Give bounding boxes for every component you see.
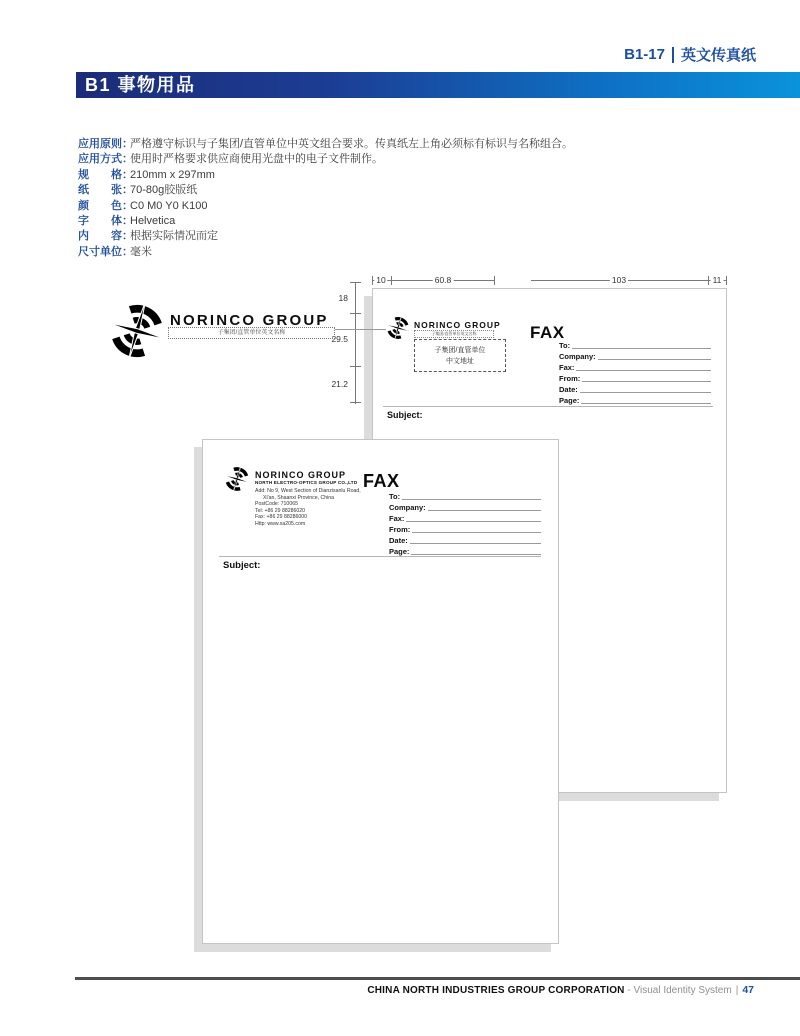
address-line: Http: www.xa205.com bbox=[255, 520, 306, 527]
section-title: B1 事物用品 bbox=[85, 75, 196, 95]
spec-label: 纸 张： bbox=[78, 184, 133, 197]
spec-row bbox=[78, 229, 778, 244]
spec-label: 规 格： bbox=[78, 168, 133, 181]
spec-list bbox=[78, 137, 778, 260]
v-dim-tick bbox=[350, 313, 361, 314]
write-line bbox=[572, 348, 711, 349]
address-block bbox=[255, 488, 361, 528]
address-line: PostCode: 710065 bbox=[255, 501, 298, 508]
dim-label: 60.8 bbox=[434, 275, 452, 285]
spec-row bbox=[78, 199, 778, 214]
field-label: Company: bbox=[559, 352, 596, 361]
write-line bbox=[410, 543, 541, 544]
spec-label: 内 容： bbox=[78, 230, 133, 243]
spec-value: 210mm x 297mm bbox=[130, 168, 215, 181]
write-line bbox=[428, 510, 541, 511]
field-label: From: bbox=[559, 374, 581, 383]
fax-sheet-example bbox=[202, 439, 559, 944]
write-line bbox=[412, 532, 541, 533]
v-dim-tick bbox=[350, 402, 361, 403]
dim-label: 18 bbox=[338, 293, 348, 303]
spec-row bbox=[78, 214, 778, 229]
placeholder-line: 中文地址 bbox=[446, 358, 474, 365]
spec-value: 严格遵守标识与子集团/直管单位中英文组合要求。传真纸左上角必须标有标识与名称组合。 bbox=[130, 138, 574, 150]
dim-label: 21.2 bbox=[331, 379, 348, 389]
fax-field-row bbox=[389, 491, 541, 501]
fax-field-row bbox=[559, 395, 711, 405]
write-line bbox=[580, 392, 711, 393]
dim-label: 29.5 bbox=[331, 334, 348, 344]
fax-heading: FAX bbox=[530, 323, 565, 342]
footer-company: CHINA NORTH INDUSTRIES GROUP CORPORATION bbox=[367, 985, 625, 996]
v-dim-tick bbox=[350, 366, 361, 367]
h-dim-tick bbox=[708, 276, 709, 285]
field-label: Company: bbox=[389, 503, 426, 512]
fax-field-row bbox=[559, 373, 711, 383]
fax-field-row bbox=[559, 384, 711, 394]
write-line bbox=[582, 381, 711, 382]
spec-value: Helvetica bbox=[130, 215, 176, 228]
field-label: Date: bbox=[559, 385, 578, 394]
norinco-logo-icon bbox=[385, 315, 411, 341]
callout-line bbox=[335, 329, 386, 330]
spec-value: 根据实际情况而定 bbox=[130, 230, 218, 243]
english-name-placeholder-box: 子集团/直管单位英文名称 bbox=[168, 327, 335, 339]
placeholder-line: 子集团/直管单位 bbox=[434, 347, 486, 354]
field-label: To: bbox=[559, 341, 571, 350]
footer bbox=[367, 984, 754, 996]
h-dim-tick bbox=[391, 276, 392, 285]
spec-value: C0 M0 Y0 K100 bbox=[130, 199, 208, 212]
footer-separator: | bbox=[735, 985, 739, 996]
spec-value: 毫米 bbox=[130, 245, 152, 258]
write-line bbox=[411, 554, 541, 555]
fax-field-row bbox=[389, 535, 541, 545]
subject-rule bbox=[219, 556, 541, 557]
spec-value: 使用时严格要求供应商使用光盘中的电子文件制作。 bbox=[130, 153, 383, 166]
spec-row bbox=[78, 245, 778, 260]
spec-row bbox=[78, 152, 778, 167]
norinco-wordmark: NORINCO GROUP bbox=[414, 320, 501, 330]
page-code-title: 英文传真纸 bbox=[680, 47, 756, 64]
subject-label: Subject: bbox=[223, 560, 261, 571]
footer-suffix: - Visual Identity System bbox=[624, 985, 732, 996]
field-label: Page: bbox=[389, 547, 410, 556]
dim-label: 10 bbox=[376, 275, 386, 285]
address-line: Add: No 9, West Section of Dianzisanlu Road, bbox=[255, 488, 361, 494]
section-title-bar bbox=[76, 72, 800, 98]
write-line bbox=[406, 521, 541, 522]
address-line: Fax: +86 29 88286000 bbox=[255, 514, 308, 521]
h-dim-tick bbox=[494, 276, 495, 285]
norinco-logo-icon bbox=[106, 300, 168, 362]
norinco-wordmark: NORINCO GROUP bbox=[170, 312, 329, 329]
chinese-address-placeholder-box bbox=[414, 339, 506, 372]
fax-field-row bbox=[389, 546, 541, 556]
subject-label: Subject: bbox=[387, 410, 423, 420]
write-line bbox=[581, 403, 711, 404]
spec-row bbox=[78, 168, 778, 183]
english-name-placeholder-box: 子集团/直管单位英文名称 bbox=[414, 330, 494, 338]
company-subname: NORTH ELECTRO-OPTICS GROUP CO.,LTD bbox=[255, 480, 358, 485]
spec-label: 应用方式： bbox=[78, 153, 133, 166]
address-line: Tel: +86 29 88286020 bbox=[255, 507, 306, 514]
norinco-wordmark: NORINCO GROUP bbox=[255, 470, 347, 480]
fax-heading: FAX bbox=[363, 471, 400, 491]
fax-field-row bbox=[559, 351, 711, 361]
spec-label: 应用原则： bbox=[78, 138, 133, 150]
spec-row bbox=[78, 137, 778, 152]
fax-field-row bbox=[389, 513, 541, 523]
field-label: Page: bbox=[559, 396, 580, 405]
spec-value: 70-80g胶版纸 bbox=[130, 184, 198, 197]
code-divider bbox=[672, 47, 674, 63]
page-code-header bbox=[624, 44, 756, 65]
spec-label: 字 体： bbox=[78, 215, 133, 228]
write-line bbox=[402, 499, 541, 500]
dim-label: 103 bbox=[611, 275, 627, 285]
write-line bbox=[576, 370, 711, 371]
spec-label: 颜 色： bbox=[78, 199, 133, 212]
v-dim-line bbox=[355, 282, 356, 404]
fax-field-row bbox=[389, 524, 541, 534]
dim-label: 11 bbox=[712, 275, 722, 285]
footer-divider bbox=[75, 977, 800, 980]
write-line bbox=[598, 359, 711, 360]
field-label: Fax: bbox=[389, 514, 405, 523]
spec-row bbox=[78, 183, 778, 198]
h-dim-tick bbox=[372, 276, 373, 285]
field-label: To: bbox=[389, 492, 401, 501]
fax-field-row bbox=[389, 502, 541, 512]
field-label: From: bbox=[389, 525, 411, 534]
subject-rule bbox=[383, 406, 713, 407]
fax-field-row bbox=[559, 340, 711, 350]
spec-label: 尺寸单位： bbox=[78, 245, 133, 258]
field-label: Fax: bbox=[559, 363, 575, 372]
h-dim-tick bbox=[726, 276, 727, 285]
field-label: Date: bbox=[389, 536, 408, 545]
footer-page-number: 47 bbox=[742, 984, 754, 996]
fax-field-row bbox=[559, 362, 711, 372]
v-dim-tick bbox=[350, 282, 361, 283]
page-code: B1-17 bbox=[624, 46, 665, 63]
address-line: Xi'an, Shaanxi Province, China bbox=[263, 494, 335, 501]
norinco-logo-icon bbox=[223, 465, 251, 493]
